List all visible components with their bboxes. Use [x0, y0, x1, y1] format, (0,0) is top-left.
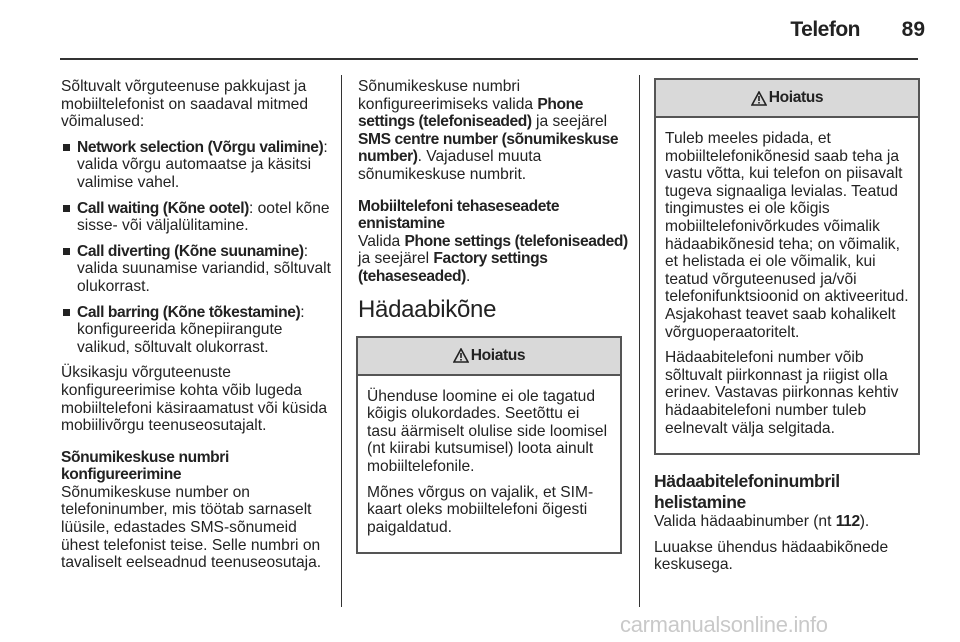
bullet-square-icon	[63, 205, 70, 212]
body-paragraph: Üksikasju võrguteenuste konfigureerimise kohta võib lugeda mobiiltelefoni käsiraamatust või küsida mobiilivõrgu teenuseosutajalt.	[61, 364, 328, 435]
column-divider-2	[639, 75, 640, 607]
body-paragraph: Valida hädaabinumber (nt 112).	[654, 513, 870, 531]
warning-triangle-icon	[453, 348, 469, 363]
warning-label: Hoiatus	[768, 89, 824, 107]
warning-header	[358, 338, 620, 376]
bullet-item: Call diverting (Kõne suunamine): valida suunamise variandid, sõltuvalt olukorrast.	[61, 243, 333, 296]
body-paragraph: Sõnumikeskuse number on telefoninumber, mis töötab sarnaselt lüüsile, edastades SMS-sõnumeid ühest telefonist teise. Selle numbri on tavaliselt eelseadnud teenuseosutaja.	[61, 483, 322, 572]
body-paragraph: Luuakse ühendus hädaabikõnede keskusega.	[654, 538, 889, 574]
warning-body: Ühenduse loomine ei ole tagatud kõigis olukordades. Seetõttu ei tasu äärmiselt olulise side loomisel (nt kiirabi kutsumisel) loota ainult mobiiltelefonile. Mõnes võrgus on vajalik, et SIM-kaart oleks mobiiltelefoni õigesti paigaldatud.	[367, 387, 608, 536]
warning-label: Hoiatus	[470, 346, 526, 364]
bullet-item: Call barring (Kõne tõkestamine): konfigureerida kõnepiirangute valikud, sõltuvalt olukorrast.	[61, 304, 333, 357]
warning-box	[356, 336, 622, 555]
middle-column	[358, 78, 628, 554]
bullet-square-icon	[63, 144, 70, 151]
warning-body: Tuleb meeles pidada, et mobiiltelefonikõnesid saab teha ja vastu võtta, kui telefon on piisavalt tugeva signaaliga levialas. Teatud tingimustes ei ole kõigis mobiiltelefonivõrkudes võimalik hädaabikõnesid teha; on võimalik, et helistada ei ole võimalik, kui teatud võrguteenused ja/või telefonifunktsioonid on aktiveeritud. Asjakohast teavet saab kohalikelt võrguoperaatoritelt. Hädaabitelefoni number võib sõltuvalt piirkonnast ja riigist olla erinev. Vastavas piirkonnas kehtiv hädaabitelefoni number tuleb eelnevalt välja selgitada.	[665, 130, 909, 437]
page-title: Telefon	[790, 18, 860, 41]
bullet-square-icon	[63, 309, 70, 316]
intro-text: Sõltuvalt võrguteenuse pakkujast ja mobiiltelefonist on saadaval mitmed võimalused:	[61, 78, 309, 131]
subheading: Hädaabitelefoninumbril helistamine	[654, 471, 840, 513]
warning-header	[656, 80, 918, 118]
body-paragraph: Sõnumikeskuse numbri konfigureerimiseks valida Phone settings (telefoniseaded) ja seejärel SMS centre number (sõnumikeskuse number). Vajadusel muuta sõnumikeskuse numbrit.	[358, 78, 619, 183]
header-divider	[60, 58, 918, 60]
body-paragraph: Valida Phone settings (telefoniseaded) ja seejärel Factory settings (tehaseseaded).	[358, 232, 628, 285]
column-divider-1	[341, 75, 342, 607]
subheading: Mobiiltelefoni tehaseseadete ennistamine	[358, 197, 560, 233]
bullet-square-icon	[63, 248, 70, 255]
section-title: Hädaabikõne	[358, 295, 497, 323]
bullet-item: Call waiting (Kõne ootel): ootel kõne sisse- või väljalülitamine.	[61, 200, 333, 235]
left-column	[61, 78, 333, 580]
right-column	[654, 78, 919, 582]
bullet-item: Network selection (Võrgu valimine): valida võrgu automaatse ja käsitsi valimise vahel.	[61, 139, 333, 192]
page-number: 89	[901, 18, 925, 41]
watermark: carmanualsonline.info	[620, 612, 828, 637]
warning-triangle-icon	[751, 91, 767, 106]
warning-box	[654, 78, 920, 455]
subheading: Sõnumikeskuse numbri konfigureerimine	[61, 448, 229, 484]
